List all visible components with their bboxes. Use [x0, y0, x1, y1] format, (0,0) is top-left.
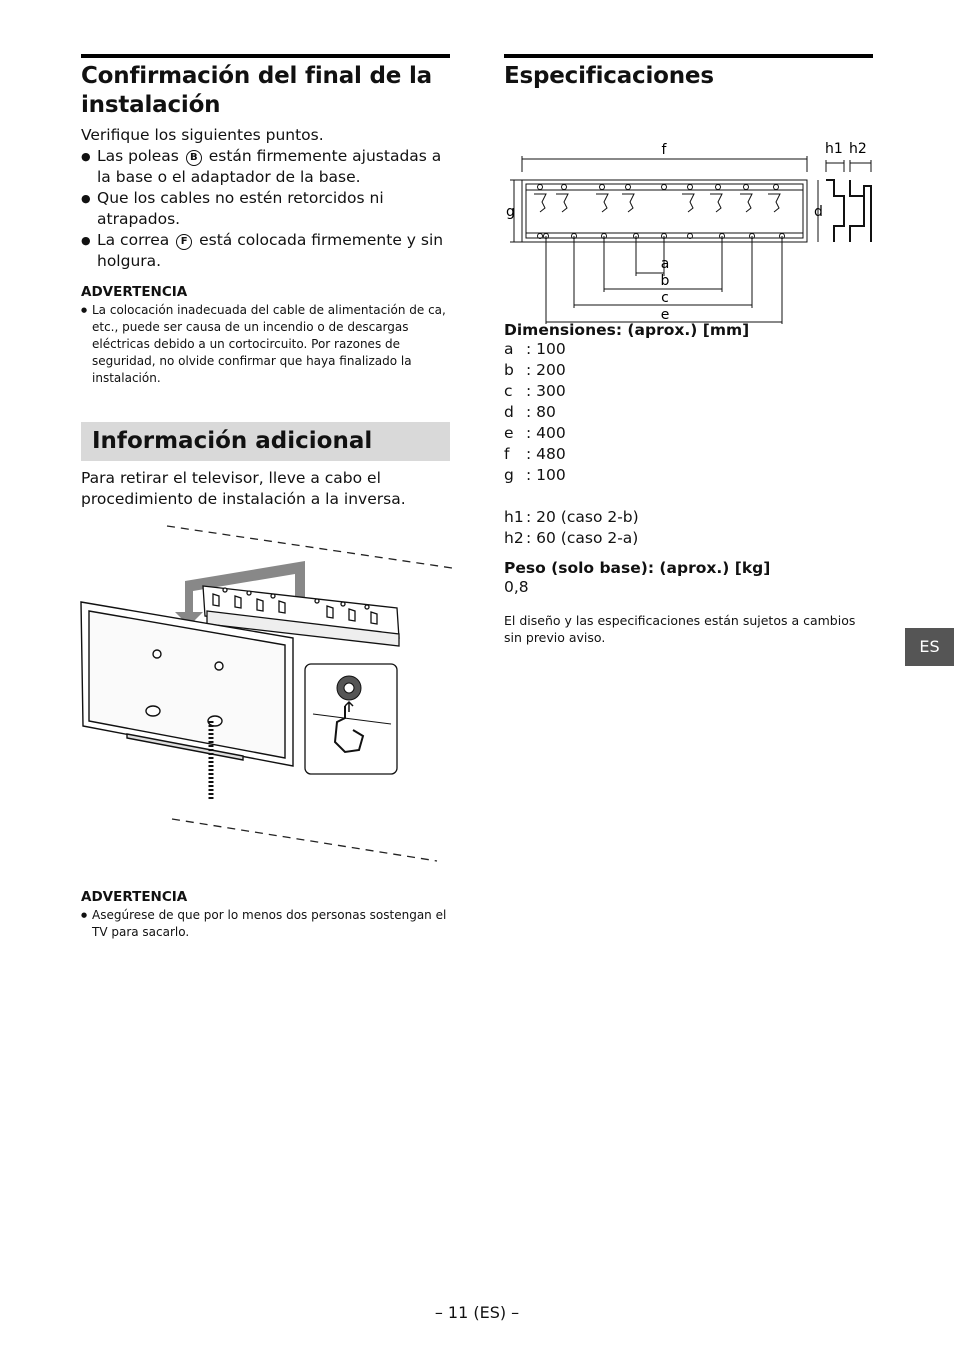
weight-value: 0,8 [504, 578, 529, 596]
warning-list [81, 907, 450, 941]
label-b: b [660, 273, 670, 289]
hook-slots [534, 194, 780, 212]
right-column [504, 54, 873, 646]
tv-removal-illustration [77, 516, 452, 871]
section-title-confirmation: Confirmación del final de la instalación [81, 63, 432, 118]
weight-heading: Peso (solo base): (aprox.) [kg] [504, 559, 771, 577]
section-rule [504, 54, 873, 58]
check-list [81, 146, 450, 272]
list-item: ● La colocación inadecuada del cable de alimentación de ca, etc., puede ser causa de un incendio o de descargas eléctricas debido a un cortocircuito. Por razones de seguridad, no olvide confirmar que haya finalizado la instalación. [81, 302, 450, 387]
section-title-specifications: Especificaciones [504, 63, 714, 89]
label-h1: h1 [825, 141, 843, 157]
label-g: g [506, 204, 515, 220]
list-item: ● Asegúrese de que por lo menos dos personas sostengan el TV para sacarlo. [81, 907, 450, 941]
additional-text: Para retirar el televisor, lleve a cabo el procedimiento de instalación a la inversa. [81, 469, 406, 508]
ref-b-icon: B [186, 150, 202, 166]
page-number: – 11 (ES) – [434, 1303, 520, 1322]
dimension-row: h2 : 60 (caso 2-a) [504, 529, 639, 547]
list-item: ● Las poleas B están firmemente ajustadas a la base o el adaptador de la base. [81, 146, 450, 188]
dimension-row: g : 100 [504, 466, 566, 484]
label-d: d [814, 204, 823, 220]
label-h2: h2 [849, 141, 867, 157]
list-item: ● Que los cables no estén retorcidos ni atrapados. [81, 188, 450, 230]
dimension-diagram [504, 96, 876, 323]
left-column [81, 54, 450, 941]
dimension-row: c : 300 [504, 382, 566, 400]
disclaimer-note: El diseño y las especificaciones están sujetos a cambios sin previo aviso. [504, 613, 856, 645]
pulley-icon [337, 676, 361, 700]
mount-holes [538, 185, 785, 239]
ref-f-icon: F [176, 234, 192, 250]
language-tab: ES [905, 628, 954, 666]
profile-h1 [826, 180, 844, 242]
warning-list [81, 302, 450, 387]
section-title-additional: Información adicional [81, 422, 450, 461]
label-e: e [660, 307, 670, 323]
intro-text: Verifique los siguientes puntos. [81, 126, 324, 144]
dimensions-heading: Dimensiones: (aprox.) [mm] [504, 321, 750, 339]
dimension-row: f : 480 [504, 445, 566, 463]
dashed-guide [167, 526, 452, 568]
dimensions-list [504, 339, 873, 549]
warning-heading: ADVERTENCIA [81, 889, 188, 905]
label-c: c [661, 290, 669, 306]
section-rule [81, 54, 450, 58]
dimension-row: h1 : 20 (caso 2-b) [504, 508, 639, 526]
label-f: f [661, 142, 667, 158]
warning-heading: ADVERTENCIA [81, 284, 188, 300]
dimension-row: a : 100 [504, 340, 566, 358]
dimension-row: d : 80 [504, 403, 556, 421]
label-a: a [660, 256, 670, 272]
list-item: ● La correa F está colocada firmemente y sin holgura. [81, 230, 450, 272]
dashed-guide [172, 819, 437, 861]
profile-h2 [850, 180, 871, 242]
dimension-row: b : 200 [504, 361, 566, 379]
dimension-row: e : 400 [504, 424, 566, 442]
